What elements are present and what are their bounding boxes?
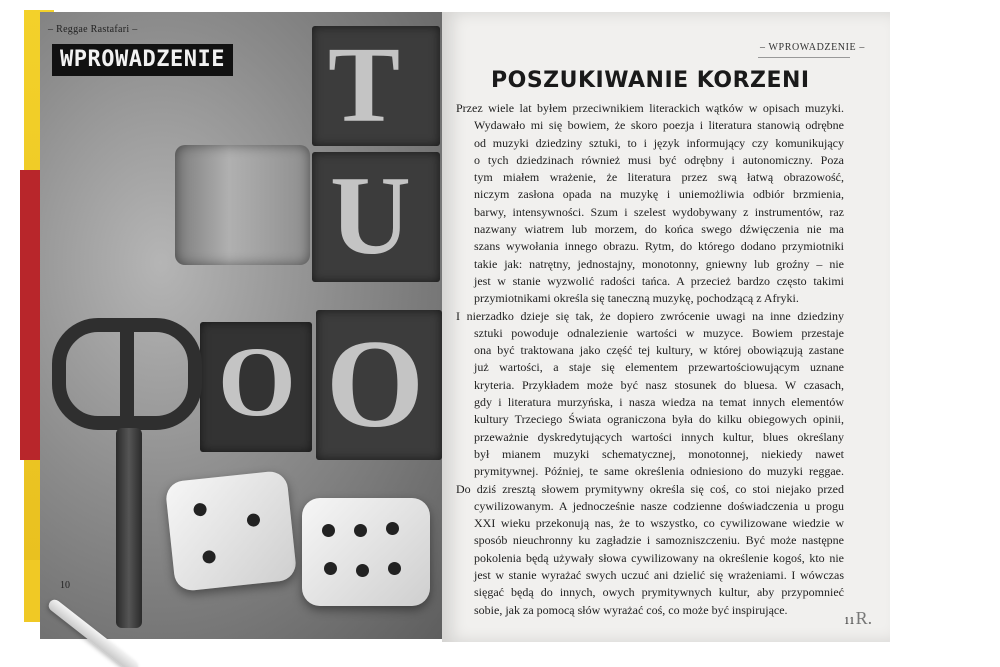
die-pip bbox=[386, 522, 399, 535]
body-line: sięgać będą do innych, owych prymitywnych kultur, aby przypomnieć bbox=[474, 585, 844, 600]
running-head-rule bbox=[758, 57, 850, 58]
die-pip bbox=[193, 502, 207, 516]
body-line: barwy, intensywności. Szum i szelest wydobywany z instrumentów, raz bbox=[474, 204, 844, 219]
body-line: niczym zasłona opada na muzykę i uniemożliwia odbiór brzmienia, bbox=[474, 187, 844, 202]
body-line: ona być traktowana jako część tej kultury, w której obowiązują zastane bbox=[474, 343, 844, 358]
article-body bbox=[456, 100, 844, 619]
die-left bbox=[165, 470, 298, 592]
body-line: gdy i literatura murzyńska, i nasza wiedza na temat innych elementów bbox=[474, 395, 844, 410]
body-line: kultury Trzeciego Świata ograniczona była do kilku obiegowych opinii, bbox=[474, 412, 844, 427]
body-line: XXI wieku przekonują nas, że to wszystko, co cywilizowane wiedzie w bbox=[474, 516, 844, 531]
folio bbox=[844, 608, 872, 629]
glyph-t: T bbox=[328, 26, 401, 145]
cork-block bbox=[175, 145, 310, 265]
body-line: pokolenia będą używały słowa cywilizowany na określenie kogoś, kto nie bbox=[474, 550, 844, 565]
body-line: szans wywołania innego obrazu. Rytm, do którego dodano przymiotniki bbox=[474, 239, 844, 254]
article-title: POSZUKIWANIE KORZENI bbox=[491, 68, 810, 93]
body-line: już wartości, a staje się elementem przewartościowującym uznane bbox=[474, 360, 844, 375]
type-block-t bbox=[312, 26, 440, 146]
glyph-o-small: O bbox=[218, 326, 296, 437]
body-line: był mianem muzyki schematycznej, monotonnej, niekiedy nawet bbox=[474, 446, 844, 461]
body-line: prymitywnej. Później, te same określenia odniesiono do muzyki reggae. bbox=[474, 464, 844, 479]
die-pip bbox=[324, 562, 337, 575]
body-line: od muzyki dziedziny sztuki, to i język informujący czy komunikujący bbox=[474, 135, 844, 150]
die-pip bbox=[354, 524, 367, 537]
die-pip bbox=[356, 564, 369, 577]
body-line: jest w stanie wyzwolić radości tańca. A przecież bardzo często takimi bbox=[474, 273, 844, 288]
body-line: Przez wiele lat byłem przeciwnikiem literackich wątków w opisach muzyki. bbox=[456, 101, 844, 115]
die-pip bbox=[322, 524, 335, 537]
key-bow-center bbox=[120, 318, 134, 430]
body-line: Do dziś zresztą słowem prymitywny określa się coś, co stoi niejako przed bbox=[456, 481, 844, 496]
body-line: nazwany wiatrem lub morzem, do końca swego dźwięczenia nie ma bbox=[474, 222, 844, 237]
body-line: Wydawało mi się bowiem, że skoro poezja i literatura stanowią odrębne bbox=[474, 118, 844, 133]
body-line: kryteria. Przykładem może być nasz stosunek do bluesa. W czasach, bbox=[474, 377, 844, 392]
die-pip bbox=[246, 513, 260, 527]
key-shaft bbox=[116, 428, 142, 628]
folio-mark: R. bbox=[855, 608, 873, 628]
body-line: sztuki powoduje odnalezienie wartości w muzyce. Bowiem przestaje bbox=[474, 325, 844, 340]
body-line: sposób nieuchronny ku zagładzie i samozniszczeniu. Być może następne bbox=[474, 533, 844, 548]
running-head-right: – WPROWADZENIE – bbox=[760, 42, 865, 53]
body-line: o tych dziedzinach również musi być odrębny i autonomiczny. Poza bbox=[474, 152, 844, 167]
die-pip bbox=[388, 562, 401, 575]
running-head-left: – Reggae Rastafari – bbox=[48, 24, 138, 35]
die-pip bbox=[202, 550, 216, 564]
body-line: I nierzadko dzieje się tak, że dopiero zwrócenie uwagi na inne dziedziny bbox=[456, 308, 844, 323]
body-line: cywilizowanym. A jednocześnie nasze codzienne doświadczenia u progu bbox=[474, 498, 844, 513]
body-line: takie jak: natrętny, jednostajny, monotonny, gniewny lub groźny – nie bbox=[474, 256, 844, 271]
type-block-o-small bbox=[200, 322, 312, 452]
left-page bbox=[40, 12, 442, 639]
body-line: przeważnie dyskredytujących wartości innych kultur, blues określany bbox=[474, 429, 844, 444]
section-stamp: WPROWADZENIE bbox=[52, 44, 233, 76]
type-block-o-large bbox=[316, 310, 442, 460]
glyph-o-large: O bbox=[326, 315, 425, 454]
glyph-u: U bbox=[330, 154, 411, 278]
page-number-right: 11 bbox=[844, 615, 855, 627]
die-right bbox=[302, 498, 430, 606]
type-block-u bbox=[312, 152, 440, 282]
body-line: sobie, jak za pomocą słów wyrażać coś, co może być inspirujące. bbox=[474, 602, 788, 617]
body-line: tym miałem wrażenie, że literatura przez swą łatwą obrazowość, bbox=[474, 170, 844, 185]
page-number-left: 10 bbox=[60, 580, 70, 591]
body-line: jest w stanie wyrażać swych uczuć ani dzielić się wrażeniami. I wówczas bbox=[474, 568, 844, 583]
body-line: przymiotnikami określa się taneczną muzykę, pochodzącą z Afryki. bbox=[474, 291, 799, 306]
